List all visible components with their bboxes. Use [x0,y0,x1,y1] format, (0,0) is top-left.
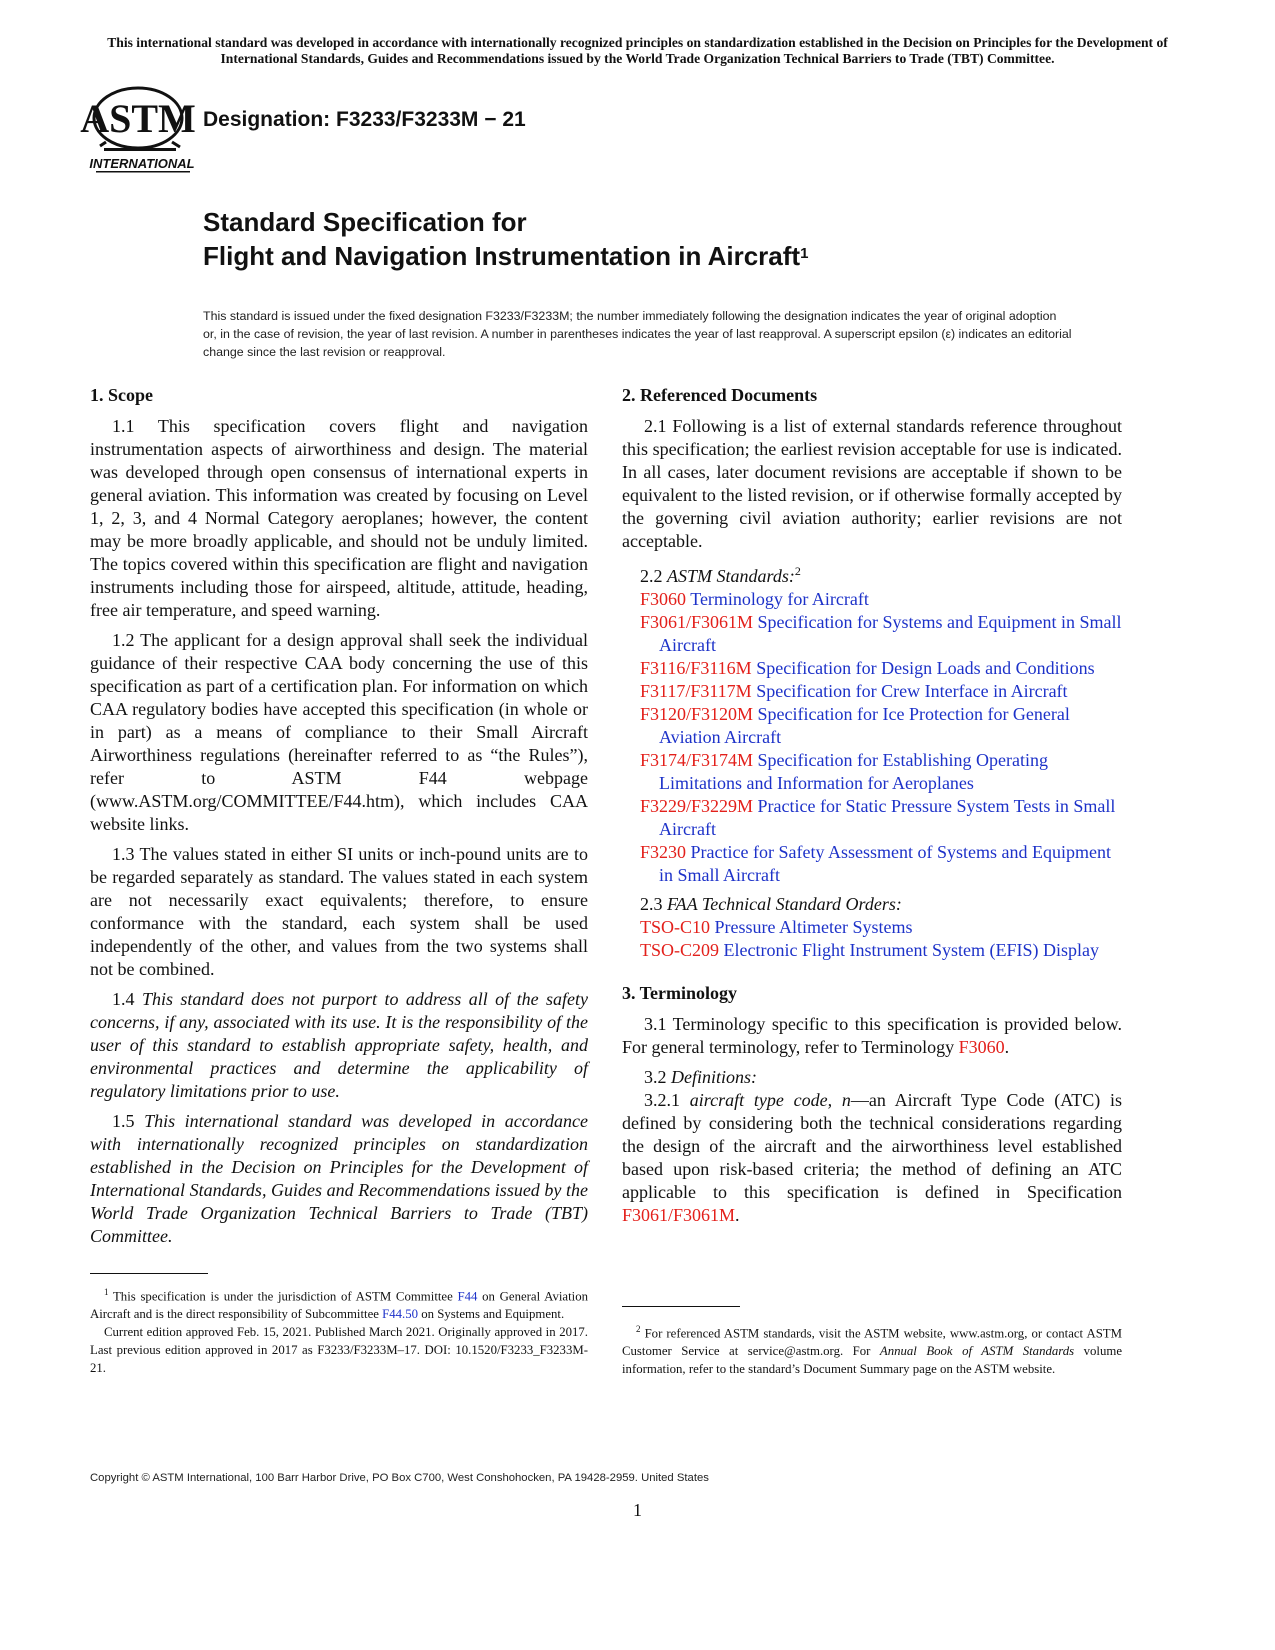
para-3-2: 3.2 Definitions: [644,1067,757,1087]
title-line-2: Flight and Navigation Instrumentation in Aircraft$^1$ [203,241,809,271]
footnote-2: $^2$ For referenced ASTM standards, visit the ASTM website, www.astm.org, or contact ASTM Customer Service at service@astm.org. For Annual Book of ASTM Standards volume information, refer to the standard’s Document Summary page on the ASTM website. [622,1324,1123,1377]
document-title [203,205,808,273]
svg-text:INTERNATIONAL: INTERNATIONAL [89,156,195,171]
ref-item[interactable]: TSO-C10 Pressure Altimeter Systems [640,917,913,937]
ref-item[interactable]: F3120/F3120M Specification for Ice Protection for General Aviation Aircraft [640,704,1070,747]
footnote-1: $^1$ This specification is under the jurisdiction of ASTM Committee F44 on General Aviation Aircraft and is the direct responsibility of Subcommittee F44.50 on Systems and Equipment. Current edition approved Feb. 15, 2021. Published March 2021. Originally approved in 2017. Last previous edition approved in 2017 as F3233/F3233M–17. DOI: 10.1520/F3233_F3233M-21. [90,1287,589,1376]
ref-item[interactable]: F3060 Terminology for Aircraft [640,589,869,609]
ref-item[interactable]: F3117/F3117M Specification for Crew Interface in Aircraft [640,681,1068,701]
title-footnote-mark: 1 [800,245,809,262]
para-1-4: 1.4 This standard does not purport to address all of the safety concerns, if any, associated with its use. It is the responsibility of the user of this standard to establish appropriate safety, health, and environmental practices and determine the applicability of regulatory limitations prior to use. [90,989,588,1101]
tbt-banner: This international standard was developed in accordance with internationally recognized principles on standardization established in the Decision on Principles for the Development of International Standards, Guides and Recommendations issued by the World Trade Organization Technical Barriers to Trade (TBT) Committee. [107,35,1168,66]
astm-logo [80,84,198,176]
designation: Designation: F3233/F3233M − 21 [203,108,526,131]
astm-standards-list [622,588,1122,887]
ref-item[interactable]: F3230 Practice for Safety Assessment of Systems and Equipment in Small Aircraft [640,842,1111,885]
link-f4450[interactable]: F44.50 [382,1307,419,1322]
ref-item[interactable]: F3174/F3174M Specification for Establishing Operating Limitations and Information for Aeroplanes [640,750,1048,793]
faa-tso-label: 2.3 FAA Technical Standard Orders: [640,894,902,914]
para-1-3: 1.3 The values stated in either SI units or inch-pound units are to be regarded separately as standard. The values stated in each system are not necessarily exact equivalents; therefore, to ensure conformance with the standard, each system shall be used independently of the other, and values from the two systems shall not be combined. [90,844,588,979]
left-column [90,384,588,1255]
referenced-heading: 2. Referenced Documents [622,385,818,405]
footnote-rule-left [90,1273,208,1274]
ref-item[interactable]: F3061/F3061M Specification for Systems and Equipment in Small Aircraft [640,612,1122,655]
ref-item[interactable]: F3229/F3229M Practice for Static Pressure System Tests in Small Aircraft [640,796,1116,839]
para-2-1: 2.1 Following is a list of external standards reference throughout this specification; the earliest revision acceptable for use is indicated. In all cases, later document revisions are acceptable if shown to be equivalent to the listed revision, or if otherwise formally accepted by the governing civil aviation authority; earlier revisions are not acceptable. [622,416,1122,551]
link-f3061[interactable]: F3061/F3061M [622,1205,736,1225]
para-1-2: 1.2 The applicant for a design approval shall seek the individual guidance of their respective CAA body concerning the use of this specification as part of a certification plan. For information on which CAA regulatory bodies have accepted this specification (in whole or in part) as a means of compliance to their Small Aircraft Airworthiness regulations (hereinafter referred to as “the Rules”), refer to ASTM F44 webpage (www.ASTM.org/COMMITTEE/F44.htm), which includes CAA website links. [90,630,588,834]
copyright: Copyright © ASTM International, 100 Barr Harbor Drive, PO Box C700, West Conshohocken, PA 19428-2959. United States [90,1472,709,1484]
link-f44[interactable]: F44 [457,1289,478,1304]
para-3-1: 3.1 Terminology specific to this specification is provided below. For general terminology, refer to Terminology F3060. [622,1014,1122,1057]
scope-heading: 1. Scope [90,385,153,405]
faa-tso-list [622,916,1122,962]
ref-item[interactable]: F3116/F3116M Specification for Design Loads and Conditions [640,658,1095,678]
issued-note: This standard is issued under the fixed designation F3233/F3233M; the number immediately following the designation indicates the year of original adoption or, in the case of revision, the year of last revision. A number in parentheses indicates the year of last reapproval. A superscript epsilon (ε) indicates an editorial change since the last revision or reapproval. [203,309,1072,359]
para-1-1: 1.1 This specification covers flight and navigation instrumentation aspects of airworthiness and design. The material was developed through open consensus of international experts in general aviation. This information was created by focusing on Level 1, 2, 3, and 4 Normal Category aeroplanes; however, the content may be more broadly applicable, and should not be unduly limited. The topics covered within this specification are flight and navigation instruments including those for airspeed, altitude, attitude, heading, free air temperature, and speed warning. [90,416,588,620]
page-number: 1 [633,1500,642,1520]
title-line-1: Standard Specification for [203,207,527,237]
footnote-1-edition: Current edition approved Feb. 15, 2021. Published March 2021. Originally approved in 2017. Last previous edition approved in 2017 as F3233/F3233M–17. DOI: 10.1520/F3233_F3233M-21. [90,1325,588,1376]
para-1-5: 1.5 This international standard was developed in accordance with internationally recognized principles on standardization established in the Decision on Principles for the Development of International Standards, Guides and Recommendations issued by the World Trade Organization Technical Barriers to Trade (TBT) Committee. [90,1111,589,1246]
link-f3060[interactable]: F3060 [958,1037,1005,1057]
footnote-rule-right [622,1306,740,1307]
ref-item[interactable]: TSO-C209 Electronic Flight Instrument System (EFIS) Display [640,940,1099,960]
para-3-2-1: 3.2.1 aircraft type code, n—an Aircraft Type Code (ATC) is defined by considering both the technical considerations regarding the design of the aircraft and the airworthiness level established based upon risk-based criteria; the method of defining an ATC applicable to this specification is defined in Specification F3061/F3061M. [622,1090,1123,1225]
astm-standards-label: 2.2 ASTM Standards:$^2$ [640,564,801,586]
svg-text:ASTM: ASTM [80,96,196,141]
right-column [622,384,1122,1234]
terminology-heading: 3. Terminology [622,983,738,1003]
